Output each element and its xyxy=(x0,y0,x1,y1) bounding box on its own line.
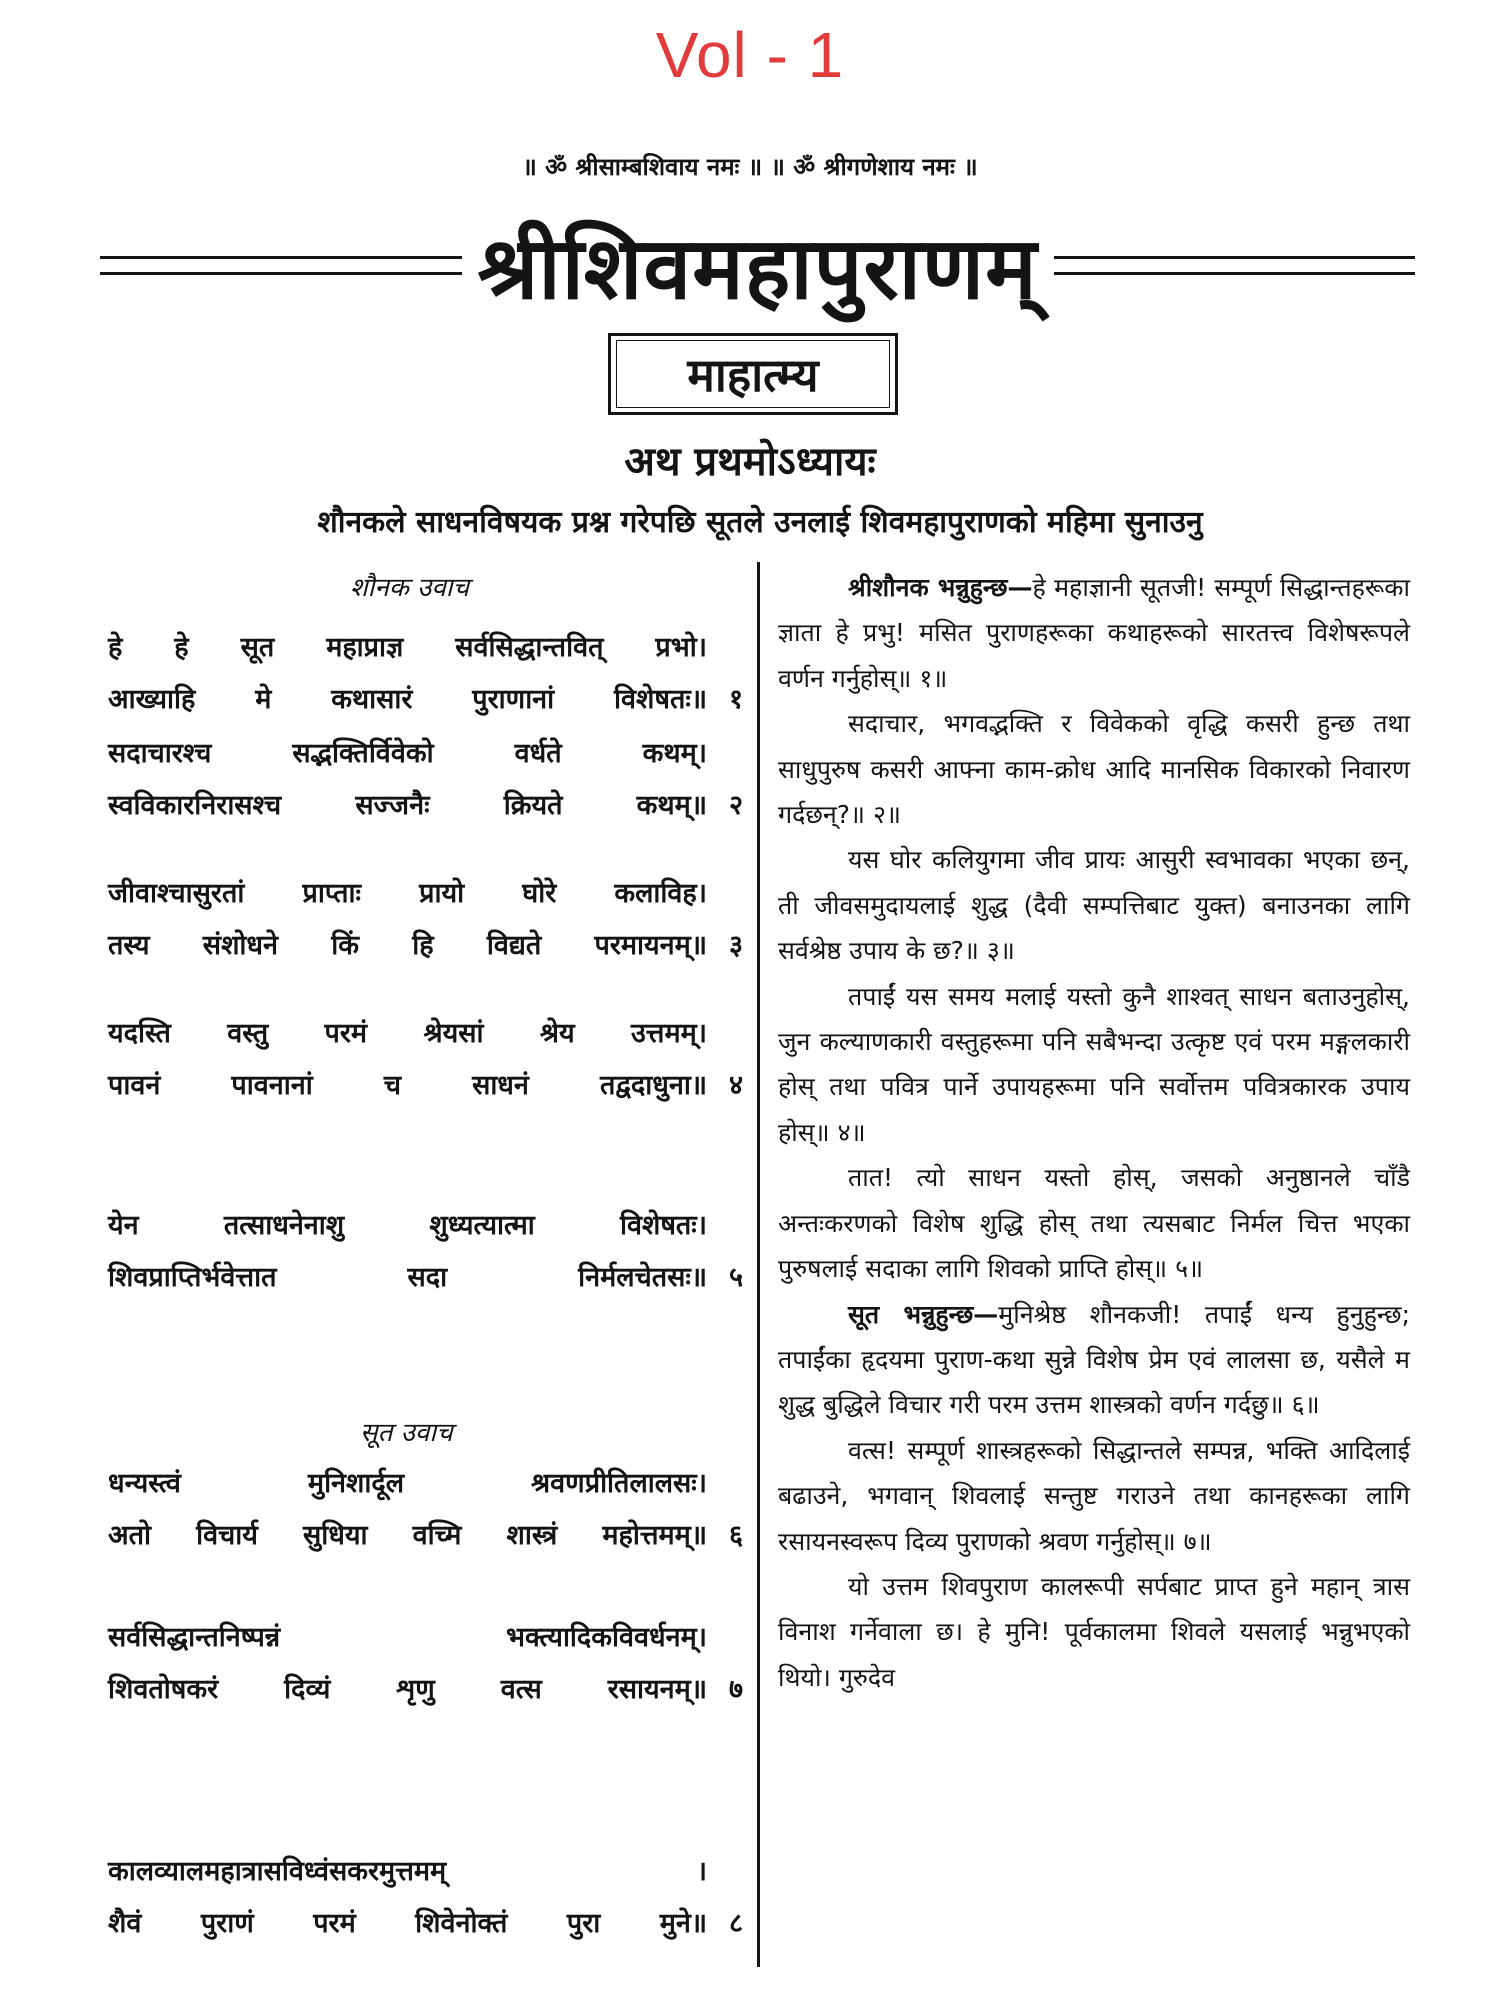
verse-3 xyxy=(108,868,743,972)
verse-8-line-1: कालव्यालमहात्रासविध्वंसकरमुत्तमम् । xyxy=(108,1856,707,1887)
verse-8-number: ८ xyxy=(728,1908,743,1939)
title-rule-left xyxy=(100,256,462,275)
title-row xyxy=(100,205,1415,325)
verse-6 xyxy=(108,1458,743,1562)
verse-4-number: ४ xyxy=(728,1070,743,1101)
verse-1-line-2: आख्याहि मे कथासारं पुराणानां विशेषतः॥ xyxy=(108,684,707,715)
verse-4 xyxy=(108,1008,743,1112)
page-title: श्रीशिवमहापुराणम् xyxy=(477,217,1038,319)
translation-para-3: यस घोर कलियुगमा जीव प्रायः आसुरी स्वभावका भएका छन्, ती जीवसमुदायलाई शुद्ध (दैवी सम्पत्तिबाट युक्त) बनाउनका लागि सर्वश्रेष्ठ उपाय के छ?॥ ३॥ xyxy=(778,845,1410,966)
translation-para-6-text: मुनिश्रेष्ठ शौनकजी! तपाईं धन्य हुनुहुन्छ; तपाईंका हृदयमा पुराण-कथा सुन्ने विशेष प्रेम एवं लालसा छ, यसैले म शुद्ध बुद्धिले विचार गरी परम उत्तम शास्त्रको वर्णन गर्दछु॥ ६॥ xyxy=(778,1299,1410,1420)
verse-7-number: ७ xyxy=(728,1674,743,1705)
verse-6-line-2: अतो विचार्य सुधिया वच्मि शास्त्रं महोत्तमम्॥ xyxy=(108,1520,707,1551)
speaker-shaunaka-translation: श्रीशौनक भन्नुहुन्छ— xyxy=(848,573,1033,602)
volume-label: Vol - 1 xyxy=(655,19,845,91)
column-divider xyxy=(757,562,760,1967)
chapter-heading: अथ प्रथमोऽध्यायः xyxy=(624,438,876,485)
verse-7-line-2: शिवतोषकरं दिव्यं शृणु वत्स रसायनम्॥ xyxy=(108,1674,707,1705)
translation-para-6 xyxy=(778,1292,1410,1428)
verse-3-line-1: जीवाश्चासुरतां प्राप्ताः प्रायो घोरे कलाविह। xyxy=(108,878,707,909)
translation-para-5: तात! त्यो साधन यस्तो होस्, जसको अनुष्ठानले चाँडै अन्तःकरणको विशेष शुद्धि होस् तथा त्यसबाट निर्मल चित्त भएका पुरुषलाई सदाका लागि शिवको प्राप्ति होस्॥ ५॥ xyxy=(778,1163,1410,1284)
chapter-summary: शौनकले साधनविषयक प्रश्न गरेपछि सूतले उनलाई शिवमहापुराणको महिमा सुनाउनु xyxy=(317,505,1203,540)
translation-para-4: तपाईं यस समय मलाई यस्तो कुनै शाश्वत् साधन बताउनुहोस्, जुन कल्याणकारी वस्तुहरूमा पनि सबैभन्दा उत्कृष्ट एवं परम मङ्गलकारी होस् तथा पवित्र पार्ने उपायहरूमा पनि सर्वोत्तम पवित्रकारक उपाय होस्॥ ४॥ xyxy=(778,981,1410,1147)
verse-3-line-2: तस्य संशोधने किं हि विद्यते परमायनम्॥ xyxy=(108,930,707,961)
translation-para-7: वत्स! सम्पूर्ण शास्त्रहरूको सिद्धान्तले सम्पन्न, भक्ति आदिलाई बढाउने, भगवान् शिवलाई सन्तुष्ट गराउने तथा कानहरूका लागि रसायनस्वरूप दिव्य पुराणको श्रवण गर्नुहोस्॥ ७॥ xyxy=(778,1435,1410,1556)
title-rule-right xyxy=(1054,256,1416,275)
verse-8 xyxy=(108,1846,743,1950)
verse-4-line-1: यदस्ति वस्तु परमं श्रेयसां श्रेय उत्तमम्। xyxy=(108,1018,707,1049)
verse-7 xyxy=(108,1612,743,1716)
verse-1-number: १ xyxy=(728,684,743,715)
verse-6-number: ६ xyxy=(728,1520,743,1551)
invocation-line: ॥ ॐ श्रीसाम्बशिवाय नमः ॥ ॥ ॐ श्रीगणेशाय नमः ॥ xyxy=(522,153,978,181)
translation-para-1-text: हे महाज्ञानी सूतजी! सम्पूर्ण सिद्धान्तहरूका ज्ञाता हे प्रभु! मसित पुराणहरूका कथाहरूको सारतत्त्व विशेषरूपले वर्णन गर्नुहोस्॥ १॥ xyxy=(778,573,1410,693)
translation-para-8: यो उत्तम शिवपुराण कालरूपी सर्पबाट प्राप्त हुने महान् त्रास विनाश गर्नेवाला छ। हे मुनि! पूर्वकालमा शिवले यसलाई भन्नुभएको थियो। गुरुदेव xyxy=(778,1571,1410,1692)
verse-1 xyxy=(108,622,743,726)
verse-6-line-1: धन्यस्त्वं मुनिशार्दूल श्रवणप्रीतिलालसः। xyxy=(108,1468,707,1499)
verse-1-line-1: हे हे सूत महाप्राज्ञ सर्वसिद्धान्तवित् प्रभो। xyxy=(108,632,707,663)
subtitle: माहात्म्य xyxy=(616,340,890,408)
translation-para-1 xyxy=(778,565,1410,701)
verse-4-line-2: पावनं पावनानां च साधनं तद्वदाधुना॥ xyxy=(108,1070,707,1101)
verse-5-line-1: येन तत्साधनेनाशु शुध्यत्यात्मा विशेषतः। xyxy=(108,1210,707,1241)
verse-2-line-2: स्वविकारनिरासश्च सज्जनैः क्रियते कथम्॥ xyxy=(108,790,707,821)
verse-5-line-2: शिवप्राप्तिर्भवेत्तात सदा निर्मलचेतसः॥ xyxy=(108,1262,707,1293)
verse-2-number: २ xyxy=(728,790,743,821)
verse-5-number: ५ xyxy=(728,1262,743,1293)
translation-column xyxy=(778,565,1410,1700)
verse-7-line-1: सर्वसिद्धान्तनिष्पन्नं भक्त्यादिकविवर्धनम्। xyxy=(108,1622,707,1653)
verse-3-number: ३ xyxy=(728,930,743,961)
speaker-shaunaka: शौनक उवाच xyxy=(350,573,470,603)
verse-8-line-2: शैवं पुराणं परमं शिवेनोक्तं पुरा मुने॥ xyxy=(108,1908,707,1939)
verse-2 xyxy=(108,728,743,832)
translation-para-2: सदाचार, भगवद्भक्ति र विवेकको वृद्धि कसरी हुन्छ तथा साधुपुरुष कसरी आफ्ना काम-क्रोध आदि मानसिक विकारको निवारण गर्दछन्?॥ २॥ xyxy=(778,709,1410,830)
speaker-suta: सूत उवाच xyxy=(360,1418,453,1448)
speaker-suta-translation: सूत भन्नुहुन्छ— xyxy=(848,1299,999,1329)
verse-2-line-1: सदाचारश्च सद्भक्तिर्विवेको वर्धते कथम्। xyxy=(108,738,707,769)
verse-5 xyxy=(108,1200,743,1304)
subtitle-box xyxy=(608,333,898,415)
